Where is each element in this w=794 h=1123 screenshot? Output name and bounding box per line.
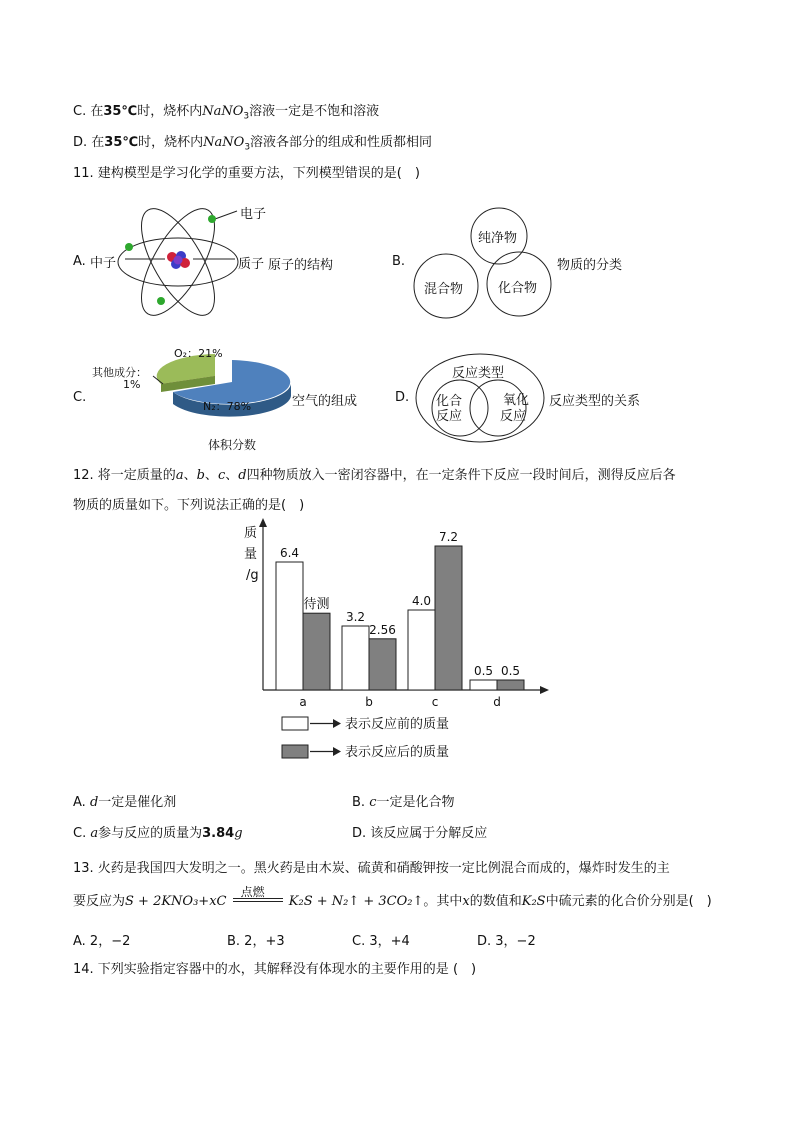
nucleus-icon <box>167 251 190 269</box>
bar <box>470 680 497 690</box>
bar-value-label: 6.4 <box>279 546 300 560</box>
neutron-label: 中子 <box>90 256 117 271</box>
bar-value-label: 待测 <box>303 597 330 613</box>
y-axis-label: /g <box>246 568 259 583</box>
other-percent-label: 1% <box>123 378 141 391</box>
q11-a-letter: A. <box>73 254 86 269</box>
legend-arrow-icon <box>333 719 341 728</box>
q12-option-d: D. 该反应属于分解反应 <box>352 826 488 841</box>
bar-value-label: 2.56 <box>369 622 396 637</box>
bar-value-label: 4.0 <box>411 594 432 608</box>
reaction-type-label: 反应类型 <box>452 366 505 381</box>
electron-dot <box>157 297 165 305</box>
legend-swatch <box>282 717 308 730</box>
equation-lhs: S + 2KNO₃+xC <box>125 894 227 909</box>
bar <box>342 626 369 690</box>
q12-stem-line1: 12. 将一定质量的a、b、c、d四种物质放入一密闭容器中，在一定条件下反应一段时间后，测得反应后各 <box>73 468 676 483</box>
legend-label: 表示反应后的质量 <box>345 745 450 760</box>
electron-dot <box>208 215 216 223</box>
y-axis-label: 质 <box>244 526 258 541</box>
bar <box>497 680 524 690</box>
substance-classification-diagram <box>408 207 558 319</box>
y-axis-arrow-icon <box>259 518 267 527</box>
bar <box>276 562 303 690</box>
q11-b-letter: B. <box>392 254 406 269</box>
pure-substance-label: 纯净物 <box>478 231 518 246</box>
q11-d-letter: D. <box>395 390 410 405</box>
y-axis-label: 量 <box>244 547 258 562</box>
x-tick-label: d <box>493 695 501 709</box>
combination-label-2: 反应 <box>436 409 463 424</box>
q13-option-a: A. 2，−2 <box>73 934 131 949</box>
q12-stem-line2: 物质的质量如下。下列说法正确的是( ) <box>73 498 305 513</box>
electron-dot <box>125 243 133 251</box>
q13-option-c: C. 3，+4 <box>352 934 410 949</box>
volume-fraction-label: 体积分数 <box>208 438 257 452</box>
n2-label: N₂：78% <box>203 400 252 413</box>
bar <box>303 613 330 690</box>
q12-option-b: B. c一定是化合物 <box>352 795 455 810</box>
classification-caption: 物质的分类 <box>557 258 623 273</box>
q11-c-letter: C. <box>73 390 87 405</box>
q13-stem-line1: 13. 火药是我国四大发明之一。黑火药是由木炭、硫黄和硝酸钾按一定比例混合而成的，爆炸时发生的主 <box>73 861 670 876</box>
reaction-condition: 点燃 <box>231 893 285 911</box>
mass-bar-chart <box>230 515 560 775</box>
legend-label: 表示反应前的质量 <box>345 717 450 732</box>
q11-stem: 11. 建构模型是学习化学的重要方法，下列模型错误的是( ) <box>73 166 420 181</box>
atom-caption: 原子的结构 <box>268 258 334 273</box>
air-caption: 空气的组成 <box>292 394 358 409</box>
oxidation-label-1: 氧化 <box>503 393 530 408</box>
proton-label: 质子 <box>238 257 265 272</box>
electron-label: 电子 <box>240 207 267 222</box>
x-tick-label: b <box>365 695 373 709</box>
o2-label: O₂：21% <box>174 347 223 360</box>
x-axis-arrow-icon <box>540 686 549 694</box>
q10-option-c: C. 在35℃时，烧杯内NaNO$_3$溶液一定是不饱和溶液 <box>73 104 380 122</box>
bar-value-label: 3.2 <box>345 610 366 624</box>
q12-option-a: A. d一定是催化剂 <box>73 795 177 810</box>
q14-stem: 14. 下列实验指定容器中的水，其解释没有体现水的主要作用的是 ( ) <box>73 962 477 977</box>
x-tick-label: a <box>299 695 307 709</box>
bar-value-label: 0.5 <box>500 664 521 678</box>
other-components-label: 其他成分： <box>92 366 147 379</box>
q13-option-b: B. 2，+3 <box>227 934 285 949</box>
q12-option-c: C. a参与反应的质量为3.84g <box>73 826 243 841</box>
oxidation-label-2: 反应 <box>500 409 527 424</box>
combination-label-1: 化合 <box>436 394 463 409</box>
bar-value-label: 7.2 <box>438 530 459 544</box>
x-tick-label: c <box>431 695 439 709</box>
bar <box>435 546 462 690</box>
bar <box>408 610 435 690</box>
q10-option-d: D. 在35℃时，烧杯内NaNO$_3$溶液各部分的组成和性质都相同 <box>73 135 433 153</box>
atom-model-diagram <box>115 195 245 325</box>
q13-option-d: D. 3，−2 <box>477 934 536 949</box>
bar-value-label: 0.5 <box>473 664 494 678</box>
reaction-caption: 反应类型的关系 <box>549 394 641 409</box>
legend-arrow-icon <box>333 747 341 756</box>
q13-stem-line2: 要反应为S + 2KNO₃+xC 点燃 K₂S + N₂↑ + 3CO₂↑。其中x的数值和K₂S中硫元素的化合价分别是( ) <box>73 885 712 909</box>
bar <box>369 639 396 690</box>
compound-label: 化合物 <box>498 281 538 296</box>
equation-rhs: K₂S + N₂↑ + 3CO₂↑ <box>288 894 424 909</box>
mixture-label: 混合物 <box>424 282 464 297</box>
legend-swatch <box>282 745 308 758</box>
